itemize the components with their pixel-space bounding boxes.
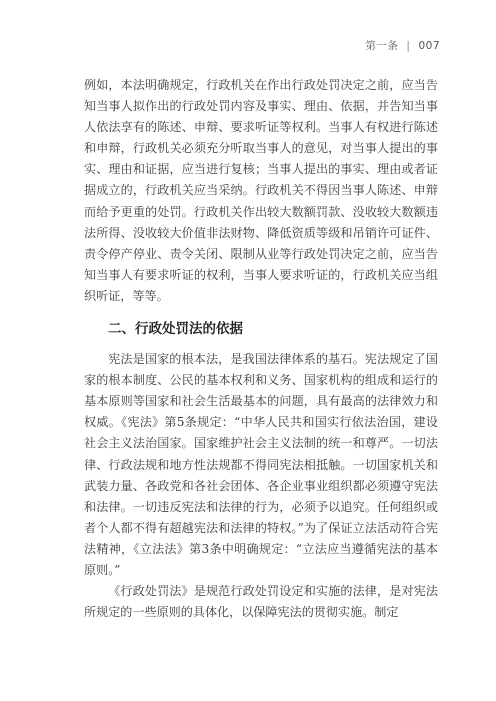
body-text [84, 75, 438, 623]
section-heading: 二、行政处罚法的依据 [108, 321, 243, 338]
paragraph-2: 宪法是国家的根本法，是我国法律体系的基石。宪法规定了国家的根本制度、公民的基本权利和义务、国家机构的组成和运行的基本原则等国家和社会生活最基本的问题，具有最高的法律效力和权威。《宪法》第5条规定：“中华人民共和国实行依法治国，建设社会主义法治国家。国家维护社会主义法制的统一和尊严。一切法律、行政法规和地方性法规都不得同宪法相抵触。一切国家机关和武装力量、各政党和各社会团体、各企业事业组织都必须遵守宪法和法律。一切违反宪法和法律的行为，必须予以追究。任何组织或者个人都不得有超越宪法和法律的特权。”为了保证立法活动符合宪法精神，《立法法》第3条中明确规定：“立法应当遵循宪法的基本原则。” [84, 352, 438, 577]
paragraph-1: 例如，本法明确规定，行政机关在作出行政处罚决定之前，应当告知当事人拟作出的行政处罚内容及事实、理由、依据，并告知当事人依法享有的陈述、申辩、要求听证等权利。当事人有权进行陈述和申辩，行政机关必须充分听取当事人的意见，对当事人提出的事实、理由和证据，应当进行复核；当事人提出的事实、理由或者证据成立的，行政机关应当采纳。行政机关不得因当事人陈述、申辩而给予更重的处罚。行政机关作出较大数额罚款、没收较大数额违法所得、没收较大价值非法财物、降低资质等级和吊销许可证件、责令停产停业、责令关闭、限制从业等行政处罚决定之前，应当告知当事人有要求听证的权利，当事人要求听证的，行政机关应当组织听证，等等。 [84, 78, 438, 303]
page-number: 007 [418, 40, 440, 52]
running-header [365, 38, 440, 53]
chapter-label: 第一条 [365, 40, 399, 52]
header-separator: | [406, 40, 411, 52]
paragraph-3: 《行政处罚法》是规范行政处罚设定和实施的法律，是对宪法所规定的一些原则的具体化，以保障宪法的贯彻实施。制定 [84, 584, 438, 620]
